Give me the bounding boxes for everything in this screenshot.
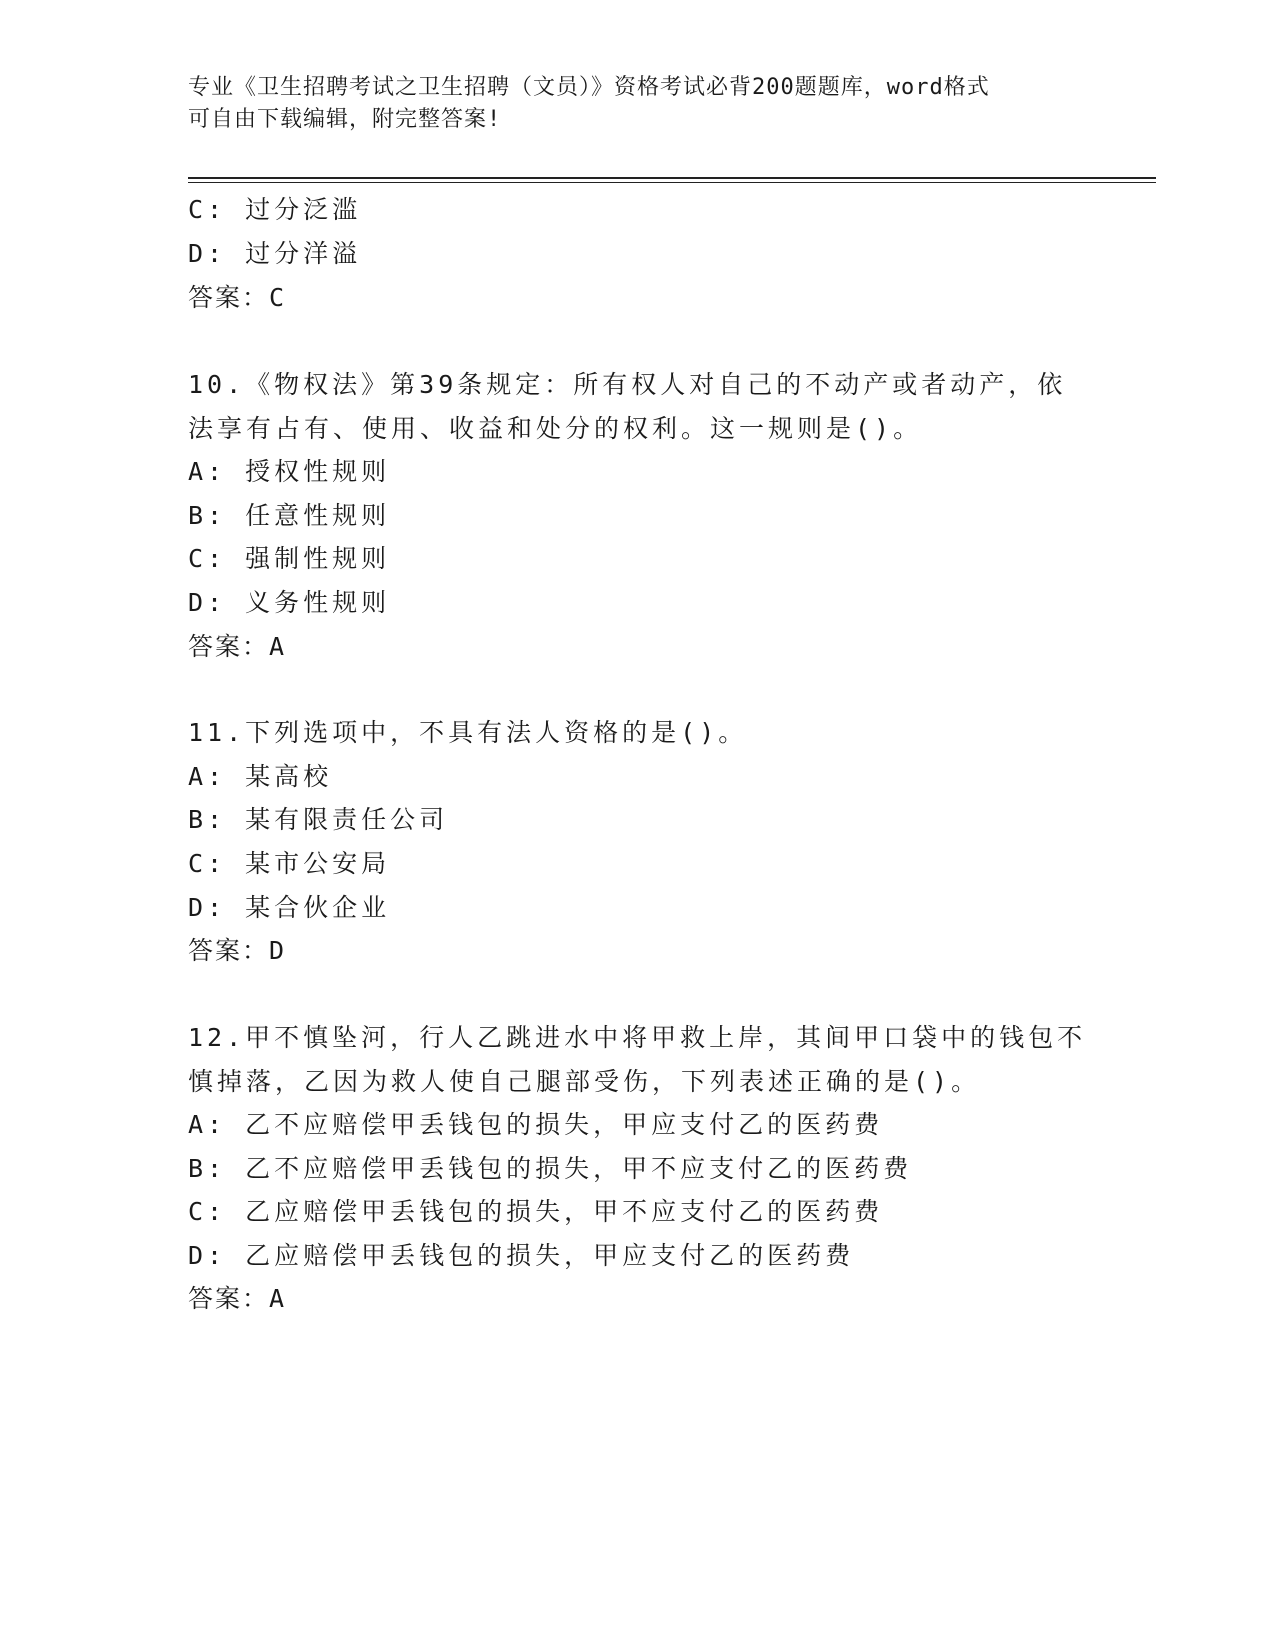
header-title-line-2: 可自由下载编辑，附完整答案! xyxy=(188,107,502,132)
question-10-option-b: B: 任意性规则 xyxy=(188,501,391,530)
question-12-answer: 答案：A xyxy=(188,1284,287,1313)
header-title-line-1: 专业《卫生招聘考试之卫生招聘（文员）》资格考试必背200题题库，word格式 xyxy=(188,75,990,100)
option-d: D: 过分洋溢 xyxy=(188,239,362,268)
question-12-stem-line-1: 12.甲不慎坠河，行人乙跳进水中将甲救上岸，其间甲口袋中的钱包不 xyxy=(188,1023,1087,1052)
question-11-option-b: B: 某有限责任公司 xyxy=(188,805,449,834)
question-10-option-d: D: 义务性规则 xyxy=(188,588,391,617)
header-divider-thick xyxy=(188,177,1156,179)
question-10-option-c: C: 强制性规则 xyxy=(188,544,391,573)
question-11-option-c: C: 某市公安局 xyxy=(188,849,391,878)
question-11-answer: 答案：D xyxy=(188,936,287,965)
question-10-stem-line-1: 10.《物权法》第39条规定：所有权人对自己的不动产或者动产，依 xyxy=(188,370,1067,399)
question-12-option-a: A: 乙不应赔偿甲丢钱包的损失，甲应支付乙的医药费 xyxy=(188,1110,884,1139)
header-divider-thin xyxy=(188,182,1156,183)
answer-label: 答案：C xyxy=(188,283,287,312)
question-12-option-b: B: 乙不应赔偿甲丢钱包的损失，甲不应支付乙的医药费 xyxy=(188,1154,913,1183)
question-11-stem-line-1: 11.下列选项中，不具有法人资格的是()。 xyxy=(188,718,748,747)
question-11-option-a: A: 某高校 xyxy=(188,762,333,791)
question-12-option-c: C: 乙应赔偿甲丢钱包的损失，甲不应支付乙的医药费 xyxy=(188,1197,884,1226)
question-12-option-d: D: 乙应赔偿甲丢钱包的损失，甲应支付乙的医药费 xyxy=(188,1241,855,1270)
question-10-answer: 答案：A xyxy=(188,632,287,661)
document-header xyxy=(188,72,1088,136)
question-10-stem-line-2: 法享有占有、使用、收益和处分的权利。这一规则是()。 xyxy=(188,414,923,443)
question-12-stem-line-2: 慎掉落，乙因为救人使自己腿部受伤，下列表述正确的是()。 xyxy=(188,1067,981,1096)
question-10-option-a: A: 授权性规则 xyxy=(188,457,391,486)
option-c: C: 过分泛滥 xyxy=(188,195,362,224)
question-11-option-d: D: 某合伙企业 xyxy=(188,893,391,922)
